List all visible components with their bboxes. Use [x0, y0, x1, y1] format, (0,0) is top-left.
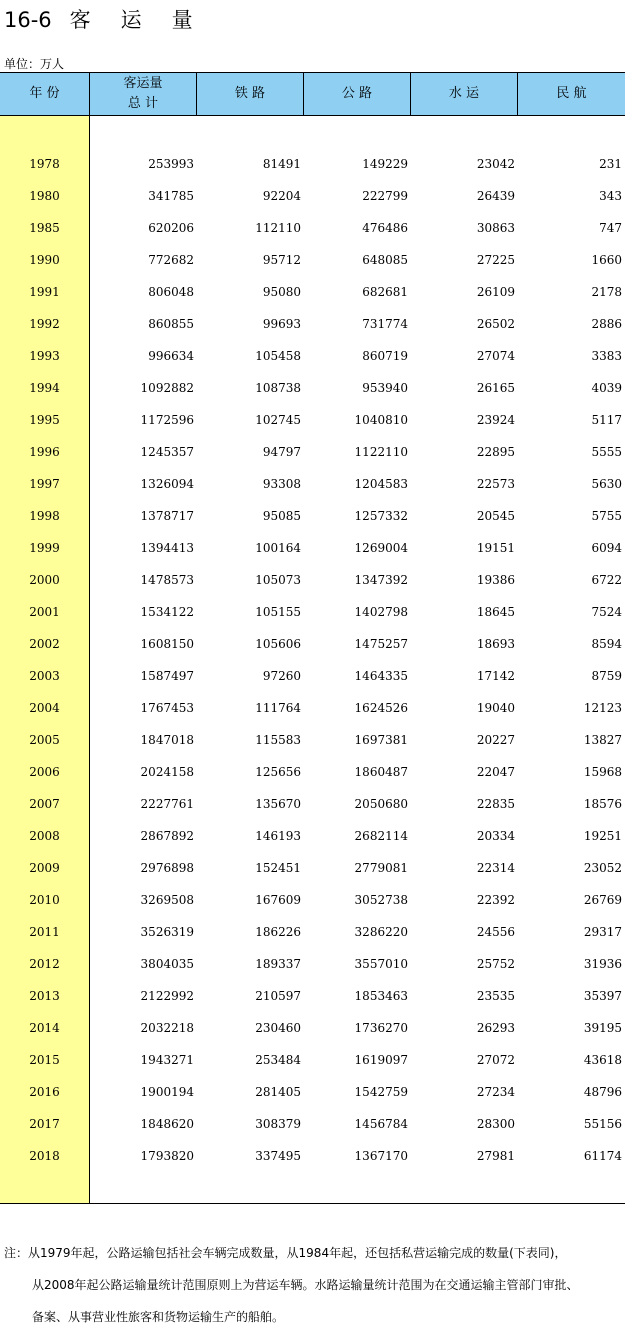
- table-bottom-border: [0, 1203, 625, 1204]
- cell-road: 476486: [362, 221, 408, 235]
- cell-year: 2014: [29, 1021, 60, 1035]
- cell-total: 1608150: [140, 637, 194, 651]
- cell-year: 2015: [29, 1053, 60, 1067]
- cell-year: 2012: [29, 957, 60, 971]
- cell-water: 22895: [476, 445, 515, 459]
- cell-total: 1587497: [140, 669, 194, 683]
- cell-road: 1347392: [354, 573, 408, 587]
- cell-year: 2008: [29, 829, 60, 843]
- cell-rail: 152451: [255, 861, 301, 875]
- cell-water: 22047: [476, 765, 515, 779]
- cell-water: 30863: [476, 221, 515, 235]
- cell-year: 2018: [29, 1149, 60, 1163]
- cell-year: 2000: [29, 573, 60, 587]
- cell-total: 1900194: [140, 1085, 194, 1099]
- table-row: [0, 180, 625, 212]
- cell-water: 26165: [476, 381, 515, 395]
- header-rail: 铁 路: [234, 86, 266, 101]
- cell-water: 26293: [476, 1021, 515, 1035]
- cell-road: 1257332: [354, 509, 408, 523]
- cell-total: 1847018: [140, 733, 194, 747]
- cell-water: 24556: [476, 925, 515, 939]
- header-total: [90, 73, 196, 115]
- table-row: [0, 980, 625, 1012]
- cell-air: 39195: [583, 1021, 622, 1035]
- cell-rail: 230460: [255, 1021, 301, 1035]
- header-air: 民 航: [556, 86, 587, 101]
- cell-road: 1464335: [354, 669, 408, 683]
- cell-water: 26439: [476, 189, 515, 203]
- cell-air: 6094: [591, 541, 622, 555]
- table-row: [0, 884, 625, 916]
- cell-rail: 95080: [262, 285, 301, 299]
- table-row: [0, 308, 625, 340]
- table-row: [0, 468, 625, 500]
- cell-water: 19386: [476, 573, 515, 587]
- cell-road: 860719: [362, 349, 408, 363]
- cell-total: 1394413: [140, 541, 194, 555]
- cell-road: 3286220: [354, 925, 408, 939]
- cell-air: 29317: [583, 925, 622, 939]
- cell-rail: 92204: [262, 189, 301, 203]
- cell-road: 1736270: [354, 1021, 408, 1035]
- cell-water: 28300: [476, 1117, 515, 1131]
- cell-year: 2011: [29, 925, 60, 939]
- cell-air: 5630: [591, 477, 622, 491]
- cell-water: 26109: [476, 285, 515, 299]
- cell-air: 1660: [591, 253, 622, 267]
- cell-air: 31936: [583, 957, 622, 971]
- cell-year: 2013: [29, 989, 60, 1003]
- table-row: [0, 340, 625, 372]
- cell-year: 1993: [29, 349, 60, 363]
- cell-rail: 115583: [255, 733, 301, 747]
- cell-air: 43618: [583, 1053, 622, 1067]
- cell-road: 1122110: [354, 445, 408, 459]
- table-row: [0, 244, 625, 276]
- cell-road: 3052738: [354, 893, 408, 907]
- cell-air: 35397: [583, 989, 622, 1003]
- cell-year: 2006: [29, 765, 60, 779]
- cell-air: 18576: [583, 797, 622, 811]
- cell-air: 747: [599, 221, 622, 235]
- cell-year: 1985: [29, 221, 60, 235]
- table-row: [0, 948, 625, 980]
- cell-road: 2050680: [354, 797, 408, 811]
- cell-air: 48796: [583, 1085, 622, 1099]
- cell-year: 2009: [29, 861, 60, 875]
- header-total-line2: 总 计: [127, 96, 159, 111]
- cell-water: 23042: [476, 157, 515, 171]
- cell-total: 1378717: [140, 509, 194, 523]
- cell-total: 253993: [148, 157, 194, 171]
- cell-year: 2002: [29, 637, 60, 651]
- cell-rail: 102745: [255, 413, 301, 427]
- cell-air: 55156: [583, 1117, 622, 1131]
- cell-air: 19251: [583, 829, 622, 843]
- cell-year: 2003: [29, 669, 60, 683]
- cell-water: 22835: [476, 797, 515, 811]
- cell-total: 1326094: [140, 477, 194, 491]
- cell-rail: 105073: [255, 573, 301, 587]
- cell-rail: 100164: [255, 541, 301, 555]
- cell-rail: 93308: [262, 477, 301, 491]
- table-row: [0, 276, 625, 308]
- cell-total: 1793820: [140, 1149, 194, 1163]
- cell-total: 772682: [148, 253, 194, 267]
- table-row: [0, 1140, 625, 1172]
- cell-air: 13827: [583, 733, 622, 747]
- cell-rail: 189337: [255, 957, 301, 971]
- cell-air: 15968: [583, 765, 622, 779]
- cell-air: 6722: [591, 573, 622, 587]
- cell-air: 5117: [591, 413, 622, 427]
- cell-rail: 186226: [255, 925, 301, 939]
- cell-water: 27225: [476, 253, 515, 267]
- cell-total: 2032218: [140, 1021, 194, 1035]
- table-row: [0, 692, 625, 724]
- cell-rail: 105155: [255, 605, 301, 619]
- table-row: [0, 596, 625, 628]
- table-row: [0, 724, 625, 756]
- cell-total: 3804035: [140, 957, 194, 971]
- cell-year: 2016: [29, 1085, 60, 1099]
- cell-year: 1997: [29, 477, 60, 491]
- header-water: 水 运: [448, 86, 480, 101]
- table-row: [0, 404, 625, 436]
- cell-road: 1853463: [354, 989, 408, 1003]
- cell-water: 27072: [476, 1053, 515, 1067]
- cell-road: 1697381: [354, 733, 408, 747]
- cell-road: 1367170: [354, 1149, 408, 1163]
- note-line: 备案、从事营业性旅客和货物运输生产的船舶。: [32, 1310, 285, 1324]
- cell-rail: 111764: [255, 701, 301, 715]
- cell-water: 27234: [476, 1085, 515, 1099]
- table-row: [0, 756, 625, 788]
- cell-total: 2976898: [140, 861, 194, 875]
- cell-rail: 135670: [255, 797, 301, 811]
- cell-total: 1478573: [140, 573, 194, 587]
- table-row: [0, 212, 625, 244]
- page-title: [4, 4, 193, 34]
- table-row: [0, 820, 625, 852]
- cell-water: 25752: [476, 957, 515, 971]
- cell-road: 953940: [362, 381, 408, 395]
- cell-air: 343: [599, 189, 622, 203]
- cell-air: 26769: [583, 893, 622, 907]
- cell-air: 4039: [591, 381, 622, 395]
- cell-road: 1402798: [354, 605, 408, 619]
- cell-rail: 81491: [262, 157, 301, 171]
- cell-year: 2001: [29, 605, 60, 619]
- cell-water: 22573: [476, 477, 515, 491]
- cell-water: 19151: [476, 541, 515, 555]
- cell-total: 1943271: [140, 1053, 194, 1067]
- cell-total: 806048: [148, 285, 194, 299]
- table-row: [0, 628, 625, 660]
- cell-total: 620206: [148, 221, 194, 235]
- cell-air: 5755: [591, 509, 622, 523]
- cell-road: 682681: [362, 285, 408, 299]
- cell-road: 149229: [362, 157, 408, 171]
- table-number: 16-6: [4, 8, 52, 32]
- table-row: [0, 564, 625, 596]
- cell-total: 341785: [148, 189, 194, 203]
- cell-road: 731774: [362, 317, 408, 331]
- cell-air: 12123: [583, 701, 622, 715]
- cell-rail: 112110: [255, 221, 301, 235]
- cell-air: 2886: [591, 317, 622, 331]
- cell-rail: 308379: [255, 1117, 301, 1131]
- cell-rail: 95712: [262, 253, 301, 267]
- cell-air: 2178: [591, 285, 622, 299]
- table-row: [0, 1012, 625, 1044]
- cell-year: 1978: [29, 157, 60, 171]
- title-char: 客: [69, 8, 91, 32]
- cell-rail: 99693: [262, 317, 301, 331]
- cell-water: 20545: [476, 509, 515, 523]
- table-row: [0, 916, 625, 948]
- cell-water: 17142: [476, 669, 515, 683]
- header-road: 公 路: [341, 86, 373, 101]
- cell-water: 22392: [476, 893, 515, 907]
- cell-year: 1992: [29, 317, 60, 331]
- table-row: [0, 500, 625, 532]
- cell-rail: 105606: [255, 637, 301, 651]
- cell-rail: 146193: [255, 829, 301, 843]
- cell-year: 1991: [29, 285, 60, 299]
- table-row: [0, 532, 625, 564]
- table-row: [0, 788, 625, 820]
- cell-air: 7524: [591, 605, 622, 619]
- title-char: 运: [120, 8, 142, 32]
- table-row: [0, 852, 625, 884]
- cell-total: 2227761: [140, 797, 194, 811]
- title-char: 量: [171, 8, 193, 32]
- cell-total: 3269508: [140, 893, 194, 907]
- cell-total: 860855: [148, 317, 194, 331]
- cell-air: 61174: [583, 1149, 622, 1163]
- table-row: [0, 660, 625, 692]
- cell-road: 1456784: [354, 1117, 408, 1131]
- cell-rail: 210597: [255, 989, 301, 1003]
- cell-total: 2867892: [140, 829, 194, 843]
- cell-rail: 337495: [255, 1149, 301, 1163]
- cell-road: 3557010: [354, 957, 408, 971]
- cell-rail: 105458: [255, 349, 301, 363]
- cell-water: 23924: [476, 413, 515, 427]
- cell-year: 2007: [29, 797, 60, 811]
- cell-total: 1172596: [140, 413, 194, 427]
- note-line: 从2008年起公路运输量统计范围原则上为营运车辆。水路运输量统计范围为在交通运输主管部门审批、: [32, 1278, 579, 1292]
- cell-year: 1990: [29, 253, 60, 267]
- cell-road: 1624526: [354, 701, 408, 715]
- cell-road: 1269004: [354, 541, 408, 555]
- unit-label: 单位：万人: [4, 57, 65, 71]
- cell-water: 20227: [476, 733, 515, 747]
- cell-road: 1475257: [354, 637, 408, 651]
- cell-rail: 97260: [262, 669, 301, 683]
- table-row: [0, 1076, 625, 1108]
- cell-rail: 108738: [255, 381, 301, 395]
- cell-air: 23052: [583, 861, 622, 875]
- cell-total: 2122992: [140, 989, 194, 1003]
- cell-year: 2005: [29, 733, 60, 747]
- cell-year: 1998: [29, 509, 60, 523]
- table-row: [0, 1044, 625, 1076]
- cell-water: 18693: [476, 637, 515, 651]
- cell-air: 3383: [591, 349, 622, 363]
- cell-year: 1995: [29, 413, 60, 427]
- cell-road: 1542759: [354, 1085, 408, 1099]
- cell-year: 1980: [29, 189, 60, 203]
- table-row: [0, 372, 625, 404]
- cell-road: 1040810: [354, 413, 408, 427]
- note-line: 注：从1979年起，公路运输包括社会车辆完成数量，从1984年起，还包括私营运输完成的数量(下表同)，: [4, 1246, 567, 1260]
- cell-air: 8759: [591, 669, 622, 683]
- cell-water: 27981: [476, 1149, 515, 1163]
- cell-road: 1204583: [354, 477, 408, 491]
- cell-air: 5555: [591, 445, 622, 459]
- cell-rail: 253484: [255, 1053, 301, 1067]
- cell-year: 2004: [29, 701, 60, 715]
- cell-year: 2010: [29, 893, 60, 907]
- cell-road: 1619097: [354, 1053, 408, 1067]
- cell-rail: 94797: [262, 445, 301, 459]
- cell-total: 1767453: [140, 701, 194, 715]
- cell-year: 1994: [29, 381, 60, 395]
- cell-year: 2017: [29, 1117, 60, 1131]
- table-row: [0, 1108, 625, 1140]
- cell-road: 222799: [362, 189, 408, 203]
- cell-rail: 95085: [262, 509, 301, 523]
- cell-total: 3526319: [140, 925, 194, 939]
- cell-total: 1848620: [140, 1117, 194, 1131]
- cell-rail: 125656: [255, 765, 301, 779]
- header-total-line1: 客运量: [123, 76, 163, 91]
- header-year: 年 份: [29, 86, 60, 101]
- cell-total: 2024158: [140, 765, 194, 779]
- cell-air: 8594: [591, 637, 622, 651]
- cell-total: 1534122: [140, 605, 194, 619]
- cell-total: 1092882: [140, 381, 194, 395]
- cell-water: 20334: [476, 829, 515, 843]
- cell-air: 231: [599, 157, 622, 171]
- cell-road: 2779081: [354, 861, 408, 875]
- table-header: [0, 72, 625, 116]
- cell-total: 1245357: [140, 445, 194, 459]
- cell-water: 18645: [476, 605, 515, 619]
- cell-water: 22314: [476, 861, 515, 875]
- cell-road: 648085: [362, 253, 408, 267]
- cell-rail: 281405: [255, 1085, 301, 1099]
- cell-water: 26502: [476, 317, 515, 331]
- cell-year: 1996: [29, 445, 60, 459]
- table-row: [0, 148, 625, 180]
- cell-road: 1860487: [354, 765, 408, 779]
- cell-water: 27074: [476, 349, 515, 363]
- cell-road: 2682114: [354, 829, 408, 843]
- cell-water: 19040: [476, 701, 515, 715]
- cell-rail: 167609: [255, 893, 301, 907]
- cell-year: 1999: [29, 541, 60, 555]
- table-row: [0, 436, 625, 468]
- cell-water: 23535: [476, 989, 515, 1003]
- cell-total: 996634: [148, 349, 194, 363]
